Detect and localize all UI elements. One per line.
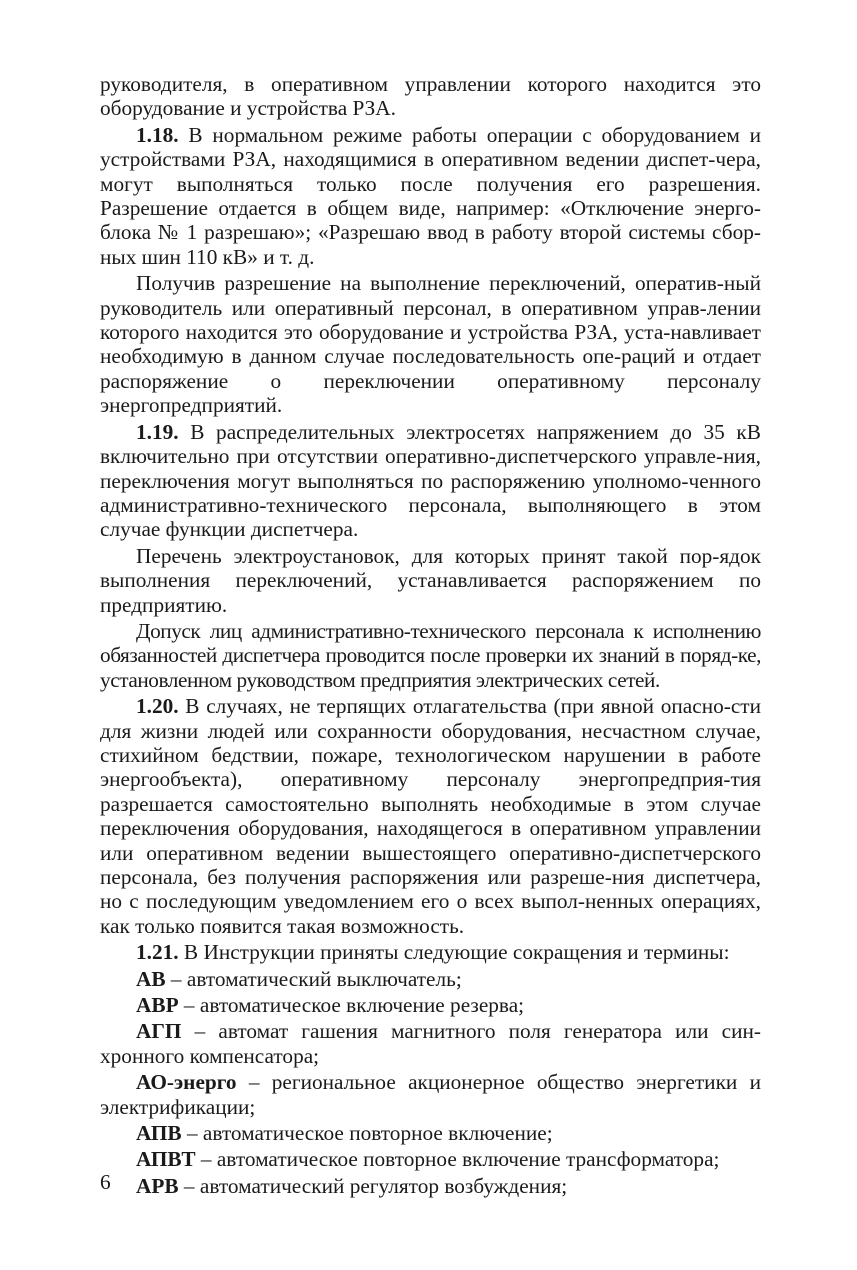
term-definition: – автоматическое повторное включение;: [181, 1121, 553, 1146]
paragraph-permission: [100, 271, 761, 417]
clause-number: 1.19.: [136, 419, 179, 444]
term-abbreviation: АПВ: [136, 1121, 182, 1146]
term-definition: – автоматическое повторное включение трансформатора;: [195, 1147, 720, 1172]
term-item: [100, 1174, 761, 1198]
term-item: [100, 1070, 761, 1119]
term-item: [100, 993, 761, 1017]
term-definition: – автоматический выключатель;: [165, 966, 462, 991]
term-abbreviation: АПВТ: [136, 1147, 196, 1172]
clause-number: 1.21.: [136, 940, 179, 965]
paragraph-list-installations: [100, 544, 761, 617]
term-item: [100, 1019, 761, 1068]
term-definition: – региональное акционерное общество энергетики и электрификации;: [100, 1070, 761, 1119]
paragraph-1-21: [100, 940, 761, 964]
term-abbreviation: АРВ: [136, 1173, 179, 1198]
paragraph-text: В случаях, не терпящих отлагательства (при явной опасно-сти для жизни людей или сохранности оборудования, несчастном случае, стихийном бедствии, пожаре, технологическом нарушении в работе энергообъекта), оперативному персоналу энергопредприя-тия разрешается самостоятельно выполнять необходимые в этом случае переключения оборудования, находящегося в оперативном управлении или оперативном ведении вышестоящего оперативно-диспетчерского персонала, без получения распоряжения или разреше-ния диспетчера, но с последующим уведомлением его о всех выпол-ненных операциях, как только появится такая возможность.: [100, 694, 761, 938]
paragraph-text: руководителя, в оперативном управлении которого находится это оборудование и устройства РЗА.: [100, 72, 761, 121]
term-item: [100, 1147, 761, 1171]
term-item: [100, 967, 761, 991]
paragraph-1-18: [100, 123, 761, 269]
term-abbreviation: АВ: [136, 966, 166, 991]
term-abbreviation: АО-энерго: [136, 1070, 237, 1095]
paragraph-text: Допуск лиц административно-технического персонала к исполнению обязанностей диспетчера проводится после проверки их знаний в поряд-ке, установленном руководством предприятия электрических сетей.: [100, 618, 761, 692]
paragraph-text: Получив разрешение на выполнение переключений, оператив-ный руководитель или оперативный персонал, в оперативном управ-лении которого находится это оборудование и устройства РЗА, уста-навливает необходимую в данном случае последовательность опе-раций и отдает распоряжение о переключении оперативному персоналу энергопредприятий.: [100, 271, 761, 418]
paragraph-1-19: [100, 420, 761, 542]
term-definition: – автоматический регулятор возбуждения;: [178, 1173, 568, 1198]
paragraph-text: В нормальном режиме работы операции с оборудованием и устройствами РЗА, находящимися в оперативном ведении диспет-чера, могут выполняться только после получения его разрешения. Разрешение отдается в общем виде, например: «Отключение энерго-блока № 1 разрешаю»; «Разрешаю ввод в работу второй системы сбор-ных шин 110 кВ» и т. д.: [100, 122, 761, 269]
paragraph-admission: [100, 619, 761, 692]
paragraph-continuation: [100, 72, 761, 121]
paragraph-text: В Инструкции приняты следующие сокращения и термины:: [178, 940, 730, 965]
term-definition: – автомат гашения магнитного поля генератора или син-хронного компенсатора;: [100, 1019, 761, 1068]
paragraph-text: Перечень электроустановок, для которых принят такой пор-ядок выполнения переключений, устанавливается распоряжением по предприятию.: [100, 543, 761, 617]
term-definition: – автоматическое включение резерва;: [178, 993, 525, 1018]
paragraph-1-20: [100, 694, 761, 938]
clause-number: 1.18.: [136, 122, 179, 147]
page-number: 6: [100, 1170, 111, 1194]
term-item: [100, 1121, 761, 1145]
term-abbreviation: АГП: [136, 1019, 182, 1044]
paragraph-text: В распределительных электросетях напряжением до 35 кВ включительно при отсутствии оперативно-диспетчерского управле-ния, переключения могут выполняться по распоряжению уполномо-ченного административно-технического персонала, выполняющего в этом случае функции диспетчера.: [100, 419, 761, 542]
clause-number: 1.20.: [136, 694, 179, 719]
page-body: [100, 72, 761, 1198]
term-abbreviation: АВР: [136, 993, 179, 1018]
